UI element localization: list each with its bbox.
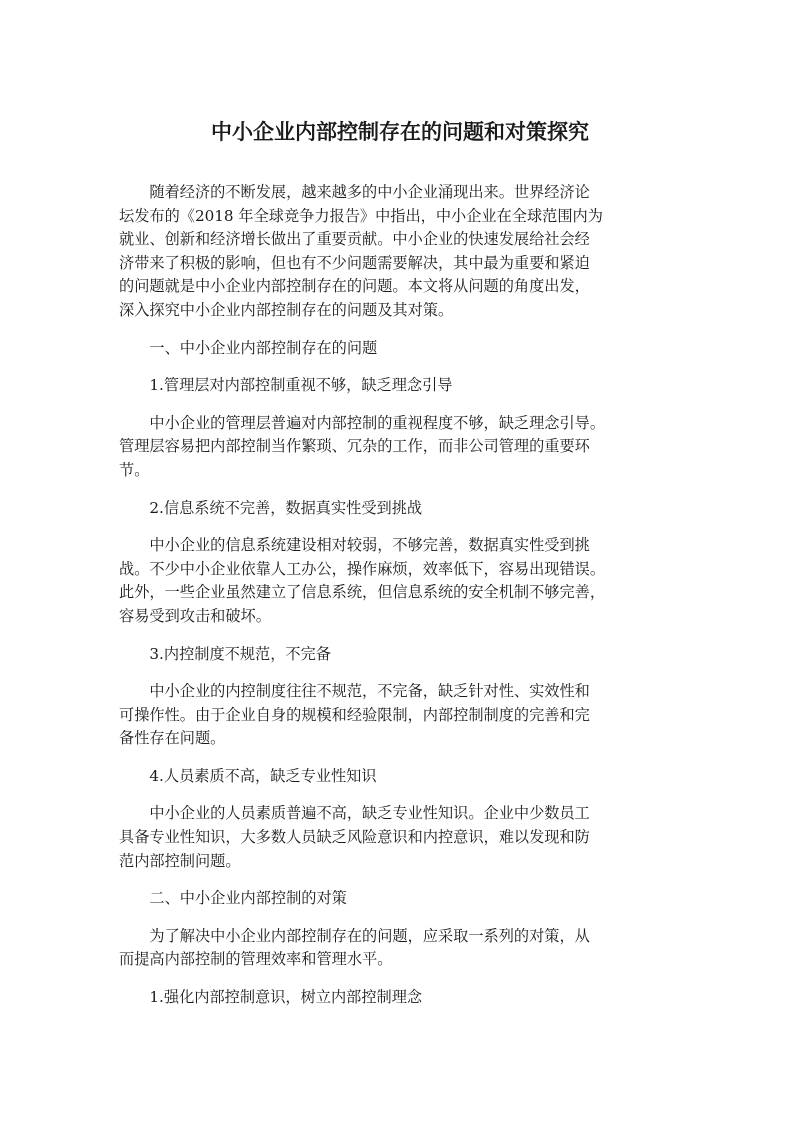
- paragraph-line: 节。: [119, 460, 150, 479]
- paragraph-line: 随着经济的不断发展，越来越多的中小企业涌现出来。世界经济论: [149, 183, 590, 201]
- paragraph-line: 就业、创新和经济增长做出了重要贡献。中小企业的快速发展给社会经: [119, 230, 590, 249]
- paragraph-line: 可操作性。由于企业自身的规模和经验限制，内部控制制度的完善和完: [119, 705, 590, 724]
- paragraph-line: 中小企业的信息系统建设相对较弱，不够完善，数据真实性受到挑: [149, 536, 590, 555]
- paragraph-line: 中小企业的管理层普遍对内部控制的重视程度不够，缺乏理念引导。: [149, 413, 606, 432]
- subheading-information-system: 2.信息系统不完善，数据真实性受到挑战: [149, 498, 423, 517]
- paragraph-line: 备性存在问题。: [119, 729, 226, 748]
- paragraph-line: 而提高内部控制的管理效率和管理水平。: [119, 950, 393, 969]
- intro-paragraph: [119, 181, 685, 323]
- paragraph-line: 此外，一些企业虽然建立了信息系统，但信息系统的安全机制不够完善，: [119, 583, 605, 602]
- subheading-internal-control-system: 3.内控制度不规范，不完备: [149, 644, 331, 663]
- subheading-strengthen-awareness: 1.强化内部控制意识，树立内部控制理念: [149, 988, 423, 1007]
- paragraph-line: 中小企业的人员素质普遍不高，缺乏专业性知识。企业中少数员工: [149, 804, 590, 823]
- document-body: [119, 181, 685, 1024]
- paragraph-line: 容易受到攻击和破坏。: [119, 606, 271, 625]
- paragraph-line: 坛发布的《2018 年全球竞争力报告》中指出，中小企业在全球范围内为: [119, 206, 603, 225]
- subheading-management: 1.管理层对内部控制重视不够，缺乏理念引导: [149, 376, 453, 395]
- paragraph-line: 战。不少中小企业依靠人工办公，操作麻烦，效率低下，容易出现错误。: [119, 559, 605, 578]
- paragraph-line: 为了解决中小企业内部控制存在的问题，应采取一系列的对策，从: [149, 926, 590, 945]
- paragraph-information-system: [119, 534, 685, 628]
- paragraph-line: 范内部控制问题。: [119, 851, 241, 870]
- section-heading-countermeasures: 二、中小企业内部控制的对策: [149, 889, 347, 908]
- paragraph-personnel: [119, 802, 685, 873]
- section-heading-problems: 一、中小企业内部控制存在的问题: [149, 338, 378, 357]
- subheading-personnel: 4.人员素质不高，缺乏专业性知识: [149, 766, 377, 785]
- paragraph-countermeasures-intro: [119, 925, 685, 972]
- document-title: 中小企业内部控制存在的问题和对策探究: [211, 119, 589, 144]
- paragraph-internal-control-system: [119, 680, 685, 751]
- paragraph-management: [119, 412, 685, 483]
- paragraph-line: 济带来了积极的影响，但也有不少问题需要解决，其中最为重要和紧迫: [119, 253, 590, 272]
- paragraph-line: 具备专业性知识，大多数人员缺乏风险意识和内控意识，难以发现和防: [119, 828, 590, 847]
- paragraph-line: 的问题就是中小企业内部控制存在的问题。本文将从问题的角度出发，: [119, 277, 590, 296]
- paragraph-line: 深入探究中小企业内部控制存在的问题及其对策。: [119, 300, 454, 319]
- paragraph-line: 管理层容易把内部控制当作繁琐、冗杂的工作，而非公司管理的重要环: [119, 437, 590, 456]
- paragraph-line: 中小企业的内控制度往往不规范，不完备，缺乏针对性、实效性和: [149, 682, 590, 701]
